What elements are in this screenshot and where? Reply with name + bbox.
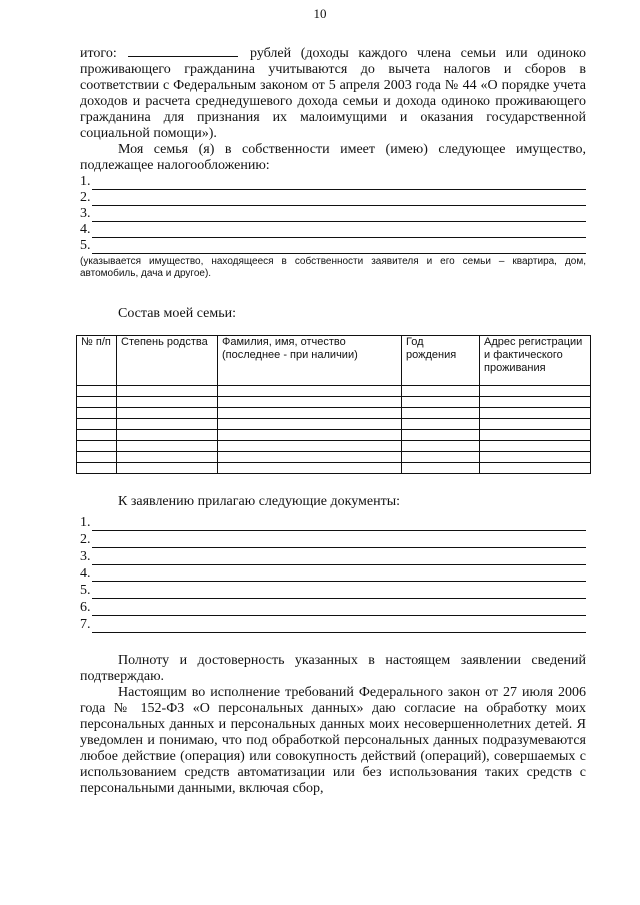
table-cell[interactable] [77, 386, 117, 397]
property-item [80, 238, 586, 254]
table-cell[interactable] [402, 419, 480, 430]
table-cell[interactable] [117, 408, 218, 419]
table-cell[interactable] [218, 452, 402, 463]
col-number: № п/п [77, 336, 117, 386]
item-number: 4. [80, 222, 91, 237]
table-cell[interactable] [77, 408, 117, 419]
table-header-row [77, 336, 591, 386]
item-number: 5. [80, 238, 91, 253]
document-field[interactable] [92, 604, 587, 616]
item-number: 4. [80, 566, 91, 581]
document-item [80, 582, 586, 599]
table-cell[interactable] [480, 430, 591, 441]
table-cell[interactable] [480, 452, 591, 463]
document-field[interactable] [92, 621, 587, 633]
col-relation: Степень родства [117, 336, 218, 386]
property-item [80, 222, 586, 238]
table-row [77, 430, 591, 441]
income-label: итого: [80, 46, 117, 61]
table-cell[interactable] [77, 430, 117, 441]
documents-title: К заявлению прилагаю следующие документы: [118, 494, 401, 509]
confirmation-paragraph: Полноту и достоверность указанных в настоящем заявлении сведений подтверждаю. [80, 653, 586, 684]
document-item [80, 616, 586, 633]
property-list [80, 174, 586, 254]
item-number: 2. [80, 532, 91, 547]
item-number: 2. [80, 190, 91, 205]
table-cell[interactable] [480, 441, 591, 452]
table-cell[interactable] [402, 386, 480, 397]
income-paragraph [80, 44, 586, 142]
document-field[interactable] [92, 587, 587, 599]
table-row [77, 408, 591, 419]
table-cell[interactable] [402, 397, 480, 408]
table-row [77, 441, 591, 452]
table-cell[interactable] [77, 441, 117, 452]
table-cell[interactable] [77, 452, 117, 463]
col-birth-year: Год рождения [402, 336, 480, 386]
property-field[interactable] [92, 226, 587, 238]
table-cell[interactable] [218, 408, 402, 419]
property-item [80, 206, 586, 222]
table-cell[interactable] [218, 441, 402, 452]
table-cell[interactable] [77, 419, 117, 430]
item-number: 1. [80, 515, 91, 530]
property-field[interactable] [92, 242, 587, 254]
table-cell[interactable] [117, 441, 218, 452]
document-item [80, 548, 586, 565]
table-cell[interactable] [402, 408, 480, 419]
table-row [77, 397, 591, 408]
table-row [77, 419, 591, 430]
item-number: 6. [80, 600, 91, 615]
table-cell[interactable] [402, 452, 480, 463]
col-address: Адрес регистрации и фактического проживания [480, 336, 591, 386]
table-row [77, 386, 591, 397]
document-item [80, 514, 586, 531]
table-cell[interactable] [77, 463, 117, 474]
documents-list [80, 514, 586, 633]
table-cell[interactable] [117, 419, 218, 430]
table-cell[interactable] [117, 397, 218, 408]
item-number: 1. [80, 174, 91, 189]
table-cell[interactable] [480, 408, 591, 419]
page-number: 10 [313, 6, 327, 21]
property-note: (указывается имущество, находящееся в собственности заявителя и его семьи – квартира, дом, автомобиль, дача и другое). [80, 256, 586, 279]
document-item [80, 565, 586, 582]
item-number: 5. [80, 583, 91, 598]
document-field[interactable] [92, 553, 587, 565]
property-field[interactable] [92, 178, 587, 190]
table-cell[interactable] [402, 463, 480, 474]
income-total-field[interactable] [128, 44, 238, 57]
consent-paragraph: Настоящим во исполнение требований Федерального закон от 27 июля 2006 года № 152-ФЗ «О персональных данных» даю согласие на обработку моих персональных данных и персональных данных моих несовершеннолетних детей. Я уведомлен и понимаю, что под обработкой персональных данных подразумеваются любое действие (операция) или совокупность действий (операций), совершаемых с использованием средств автоматизации или без использования таких средств с персональными данными, включая сбор, [80, 685, 586, 796]
item-number: 3. [80, 206, 91, 221]
table-cell[interactable] [480, 397, 591, 408]
table-cell[interactable] [117, 430, 218, 441]
table-cell[interactable] [402, 430, 480, 441]
document-item [80, 531, 586, 548]
family-table [76, 335, 591, 474]
table-cell[interactable] [218, 430, 402, 441]
table-cell[interactable] [480, 419, 591, 430]
table-row [77, 452, 591, 463]
property-item [80, 190, 586, 206]
document-field[interactable] [92, 570, 587, 582]
property-field[interactable] [92, 194, 587, 206]
table-cell[interactable] [117, 452, 218, 463]
income-text: рублей (доходы каждого члена семьи или одиноко проживающего гражданина учитываются до вычета налогов и сборов в соответствии с Федеральным законом от 5 апреля 2003 года № 44 «О порядке учета доходов и расчета среднедушевого дохода семьи и дохода одиноко проживающего гражданина для признания их малоимущими и оказания государственной социальной помощи»). [80, 46, 586, 141]
form-content [80, 44, 586, 797]
document-item [80, 599, 586, 616]
item-number: 3. [80, 549, 91, 564]
property-item [80, 174, 586, 190]
table-cell[interactable] [402, 441, 480, 452]
item-number: 7. [80, 617, 91, 632]
property-intro: Моя семья (я) в собственности имеет (имею) следующее имущество, подлежащее налогообложению: [80, 142, 586, 173]
table-row [77, 463, 591, 474]
table-cell[interactable] [218, 419, 402, 430]
table-cell[interactable] [218, 397, 402, 408]
table-cell[interactable] [117, 463, 218, 474]
table-cell[interactable] [218, 463, 402, 474]
col-full-name: Фамилия, имя, отчество (последнее - при наличии) [218, 336, 402, 386]
document-field[interactable] [92, 519, 587, 531]
family-title: Состав моей семьи: [118, 306, 236, 321]
table-cell[interactable] [480, 386, 591, 397]
table-cell[interactable] [77, 397, 117, 408]
table-cell[interactable] [218, 386, 402, 397]
table-cell[interactable] [480, 463, 591, 474]
table-cell[interactable] [117, 386, 218, 397]
document-field[interactable] [92, 536, 587, 548]
property-field[interactable] [92, 210, 587, 222]
